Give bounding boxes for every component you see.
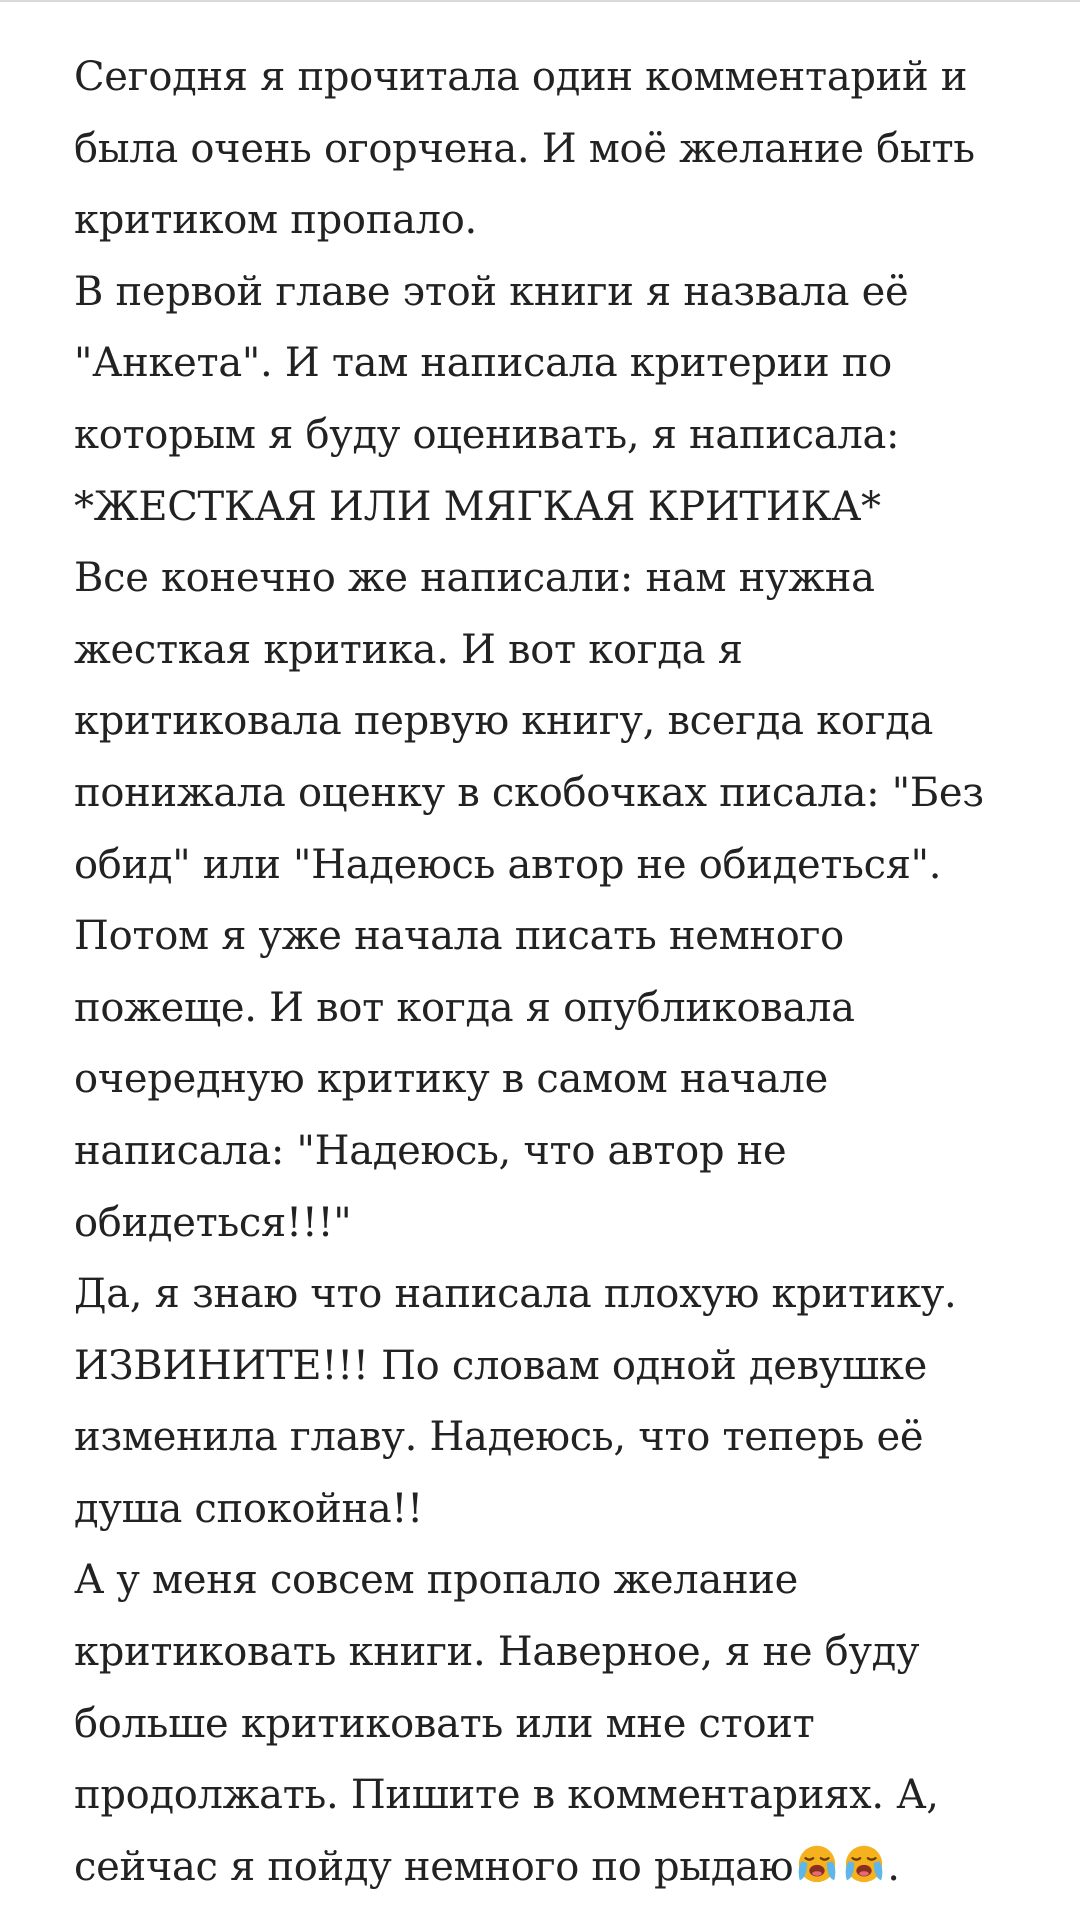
text-line: А у меня совсем пропало желание [74,1557,799,1604]
text-line: очередную критику в самом начале [74,1056,828,1103]
text-line: продолжать. Пишите в комментариях. А, [74,1772,939,1819]
text-line: критиковать книги. Наверное, я не буду [74,1629,920,1676]
text-line: душа спокойна!! [74,1485,423,1532]
top-divider [0,0,1080,2]
text-line: жесткая критика. И вот когда я [74,626,743,673]
text-line: изменила главу. Надеюсь, что теперь её [74,1414,924,1461]
text-line: обид" или "Надеюсь автор не обидеться". [74,841,942,888]
last-line-period: . [887,1843,900,1890]
loudly-crying-face-icon [841,1840,887,1886]
text-line-last [74,1832,1034,1904]
text-line: "Анкета". И там написала критерии по [74,340,892,387]
text-line: критиком пропало. [74,197,477,244]
loudly-crying-face-icon [794,1840,840,1886]
text-line: ИЗВИНИТЕ!!! По словам одной девушке [74,1342,927,1389]
text-line: понижала оценку в скобочках писала: "Без [74,769,984,816]
text-line: пожеще. И вот когда я опубликовала [74,984,855,1031]
last-line-text: сейчас я пойду немного по рыдаю [74,1843,794,1890]
text-line: обидеться!!!" [74,1199,352,1246]
text-line: Сегодня я прочитала один комментарий и [74,54,968,100]
text-line: В первой главе этой книги я назвала её [74,268,909,315]
text-line: была очень огорчена. И моё желание быть [74,125,975,172]
text-line: Потом я уже начала писать немного [74,913,844,960]
text-line: критиковала первую книгу, всегда когда [74,698,934,745]
text-line: Все конечно же написали: нам нужна [74,555,875,602]
text-line: Да, я знаю что написала плохую критику. [74,1271,957,1318]
text-line: которым я буду оценивать, я написала: [74,411,900,458]
article-body [74,42,1034,1903]
text-line: больше критиковать или мне стоит [74,1700,815,1747]
emoji-group [793,1844,887,1890]
text-line: *ЖЕСТКАЯ ИЛИ МЯГКАЯ КРИТИКА* [74,483,881,530]
text-line: написала: "Надеюсь, что автор не [74,1127,787,1174]
